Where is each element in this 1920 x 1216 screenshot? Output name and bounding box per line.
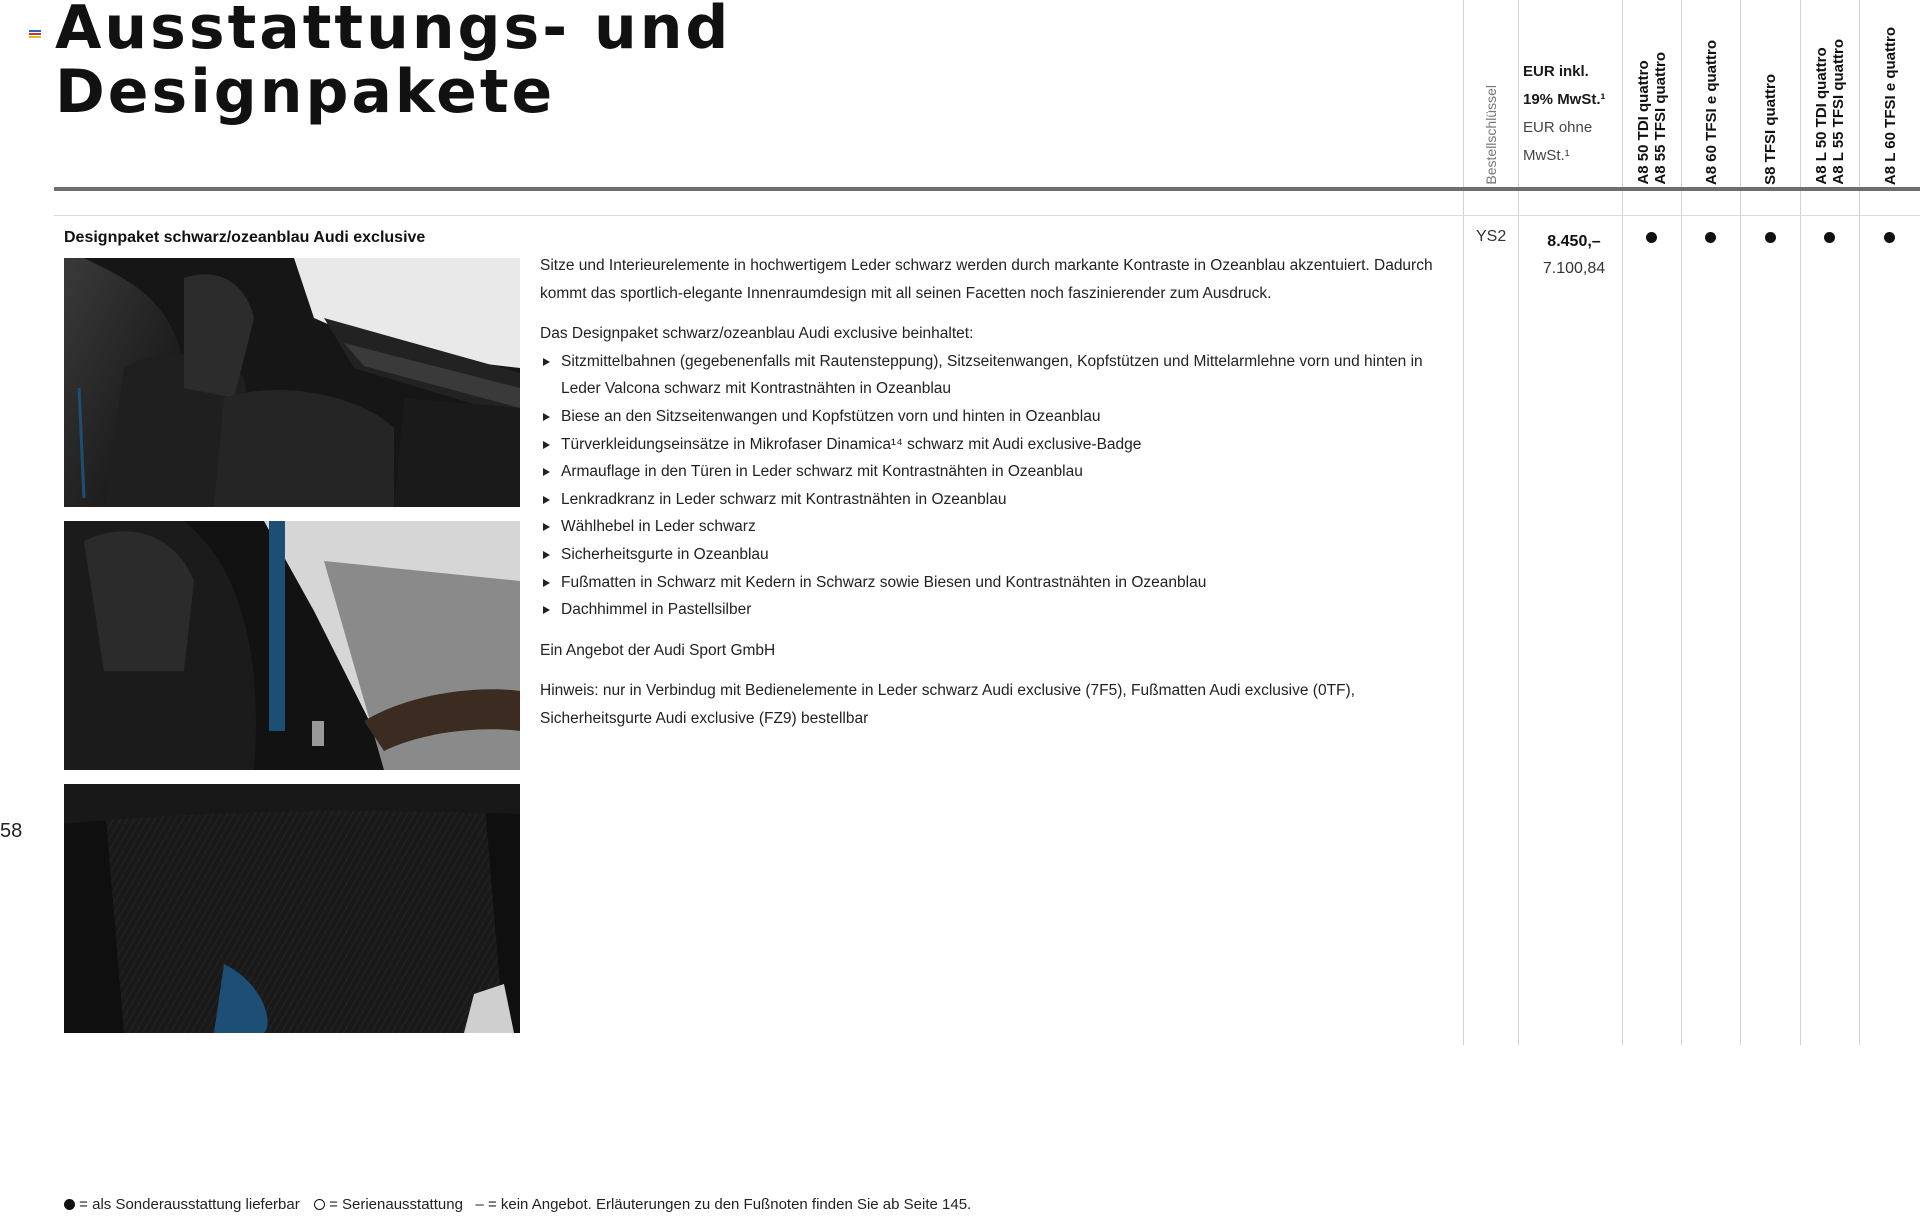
model-label [1703,34,1720,185]
price-incl-label-2: 19% MwSt.¹ [1523,91,1606,108]
list-item-text: Fußmatten in Schwarz mit Kedern in Schwarz sowie Biesen und Kontrastnähten in Ozeanblau [561,573,1207,591]
price-incl-label-1: EUR inkl. [1523,63,1589,80]
open-circle-icon [314,1199,325,1210]
list-item-text: Sitzmittelbahnen (gegebenenfalls mit Rautensteppung), Sitzseitenwangen, Kopfstützen und Mittelarmlehne vorn und hinten in Leder Valcona schwarz mit Kontrastnähten in Ozeanblau [561,352,1423,398]
list-item-text: Dachhimmel in Pastellsilber [561,601,752,619]
list-item [540,569,1450,597]
page-title [55,0,732,127]
bullet-arrow-icon [543,523,550,531]
availability-optional-icon [1884,232,1895,243]
package-price [1520,228,1628,282]
list-item-text: Armauflage in den Türen in Leder schwarz mit Kontrastnähten in Ozeanblau [561,463,1083,481]
header-order-key [1464,0,1518,185]
package-offer: Ein Angebot der Audi Sport GmbH [540,641,776,659]
list-item [540,403,1450,431]
legend [64,1196,971,1213]
list-item [540,486,1450,514]
header-model-5 [1860,0,1920,185]
package-description [540,252,1450,746]
package-includes-label: Das Designpaket schwarz/ozeanblau Audi exclusive beinhaltet: [540,325,974,343]
header-model-4 [1801,0,1859,185]
bullet-arrow-icon [543,551,550,559]
header-price [1523,58,1623,170]
column-divider [1518,0,1519,1045]
model-label-line: A8 L 50 TDI quattro [1813,47,1830,185]
model-label-line: A8 60 TFSI e quattro [1702,39,1720,185]
list-item [540,348,1450,403]
model-label [1813,33,1847,185]
price-incl-vat: 8.450,– [1547,233,1601,250]
interior-front-seats-image [64,258,520,507]
order-key-label: Bestellschlüssel [1482,85,1499,185]
list-item-text: Biese an den Sitzseitenwangen und Kopfstützen vorn und hinten in Ozeanblau [561,407,1101,425]
bullet-arrow-icon [543,441,550,449]
header-model-1 [1623,0,1681,185]
package-title: Designpaket schwarz/ozeanblau Audi exclusive [64,229,426,246]
price-excl-vat: 7.100,84 [1542,260,1606,277]
list-item [540,541,1450,569]
legend-standard: = Serienausstattung [329,1196,463,1213]
list-item [540,596,1450,624]
price-excl-label-1: EUR ohne [1523,119,1593,136]
availability-optional-icon [1765,232,1776,243]
order-code: YS2 [1476,228,1507,245]
model-label-line: A8 L 55 TFSI quattro [1830,39,1847,185]
header-model-3 [1741,0,1800,185]
availability-optional-icon [1705,232,1716,243]
list-item [540,458,1450,486]
list-item-text: Wählhebel in Leder schwarz [561,518,756,536]
bullet-arrow-icon [543,413,550,421]
legend-optional: = als Sonderausstattung lieferbar [79,1196,300,1213]
model-label-line: A8 L 60 TFSI e quattro [1881,26,1899,185]
bullet-arrow-icon [543,579,550,587]
page-title-line-1: Ausstattungs- und [55,0,732,63]
model-label [1635,46,1669,185]
model-label-line: A8 55 TFSI quattro [1652,52,1669,185]
bullet-arrow-icon [543,358,550,366]
model-label-line: S8 TFSI quattro [1762,74,1779,185]
package-note: Hinweis: nur in Verbindug mit Bedienelemente in Leder schwarz Audi exclusive (7F5), Fußmatten Audi exclusive (0TF), Sicherheitsgurte Audi exclusive (FZ9) bestellbar [540,682,1355,727]
list-item-text: Türverkleidungseinsätze in Mikrofaser Dinamica¹⁴ schwarz mit Audi exclusive-Badge [561,435,1142,453]
list-item-text: Lenkradkranz in Leder schwarz mit Kontrastnähten in Ozeanblau [561,490,1007,508]
floor-mat-image [64,784,520,1033]
header-rule [54,187,1920,191]
availability-optional-icon [1824,232,1835,243]
package-items-list [540,348,1450,624]
bullet-arrow-icon [543,606,550,614]
interior-rear-seat-belt-image [64,521,520,770]
legend-not-available: – = kein Angebot. Erläuterungen zu den Fußnoten finden Sie ab Seite 145. [475,1196,972,1213]
model-label [1882,21,1899,185]
price-excl-label-2: MwSt.¹ [1523,147,1570,164]
header-model-2 [1682,0,1740,185]
bullet-arrow-icon [543,496,550,504]
page-title-line-2: Designpakete [55,57,556,127]
filled-dot-icon [64,1199,75,1210]
language-flag-icon [29,30,41,41]
list-item [540,431,1450,459]
model-label [1762,68,1779,185]
bullet-arrow-icon [543,468,550,476]
list-item [540,513,1450,541]
list-item-text: Sicherheitsgurte in Ozeanblau [561,545,769,563]
row-rule [54,215,1920,216]
package-intro: Sitze und Interieurelemente in hochwertigem Leder schwarz werden durch markante Kontraste in Ozeanblau akzentuiert. Dadurch kommt das sportlich-elegante Innenraumdesign mit all seinen Facetten noch faszinierender zum Ausdruck. [540,257,1433,302]
availability-optional-icon [1646,232,1657,243]
model-label-line: A8 50 TDI quattro [1635,60,1652,185]
page-number: 58 [0,820,23,842]
